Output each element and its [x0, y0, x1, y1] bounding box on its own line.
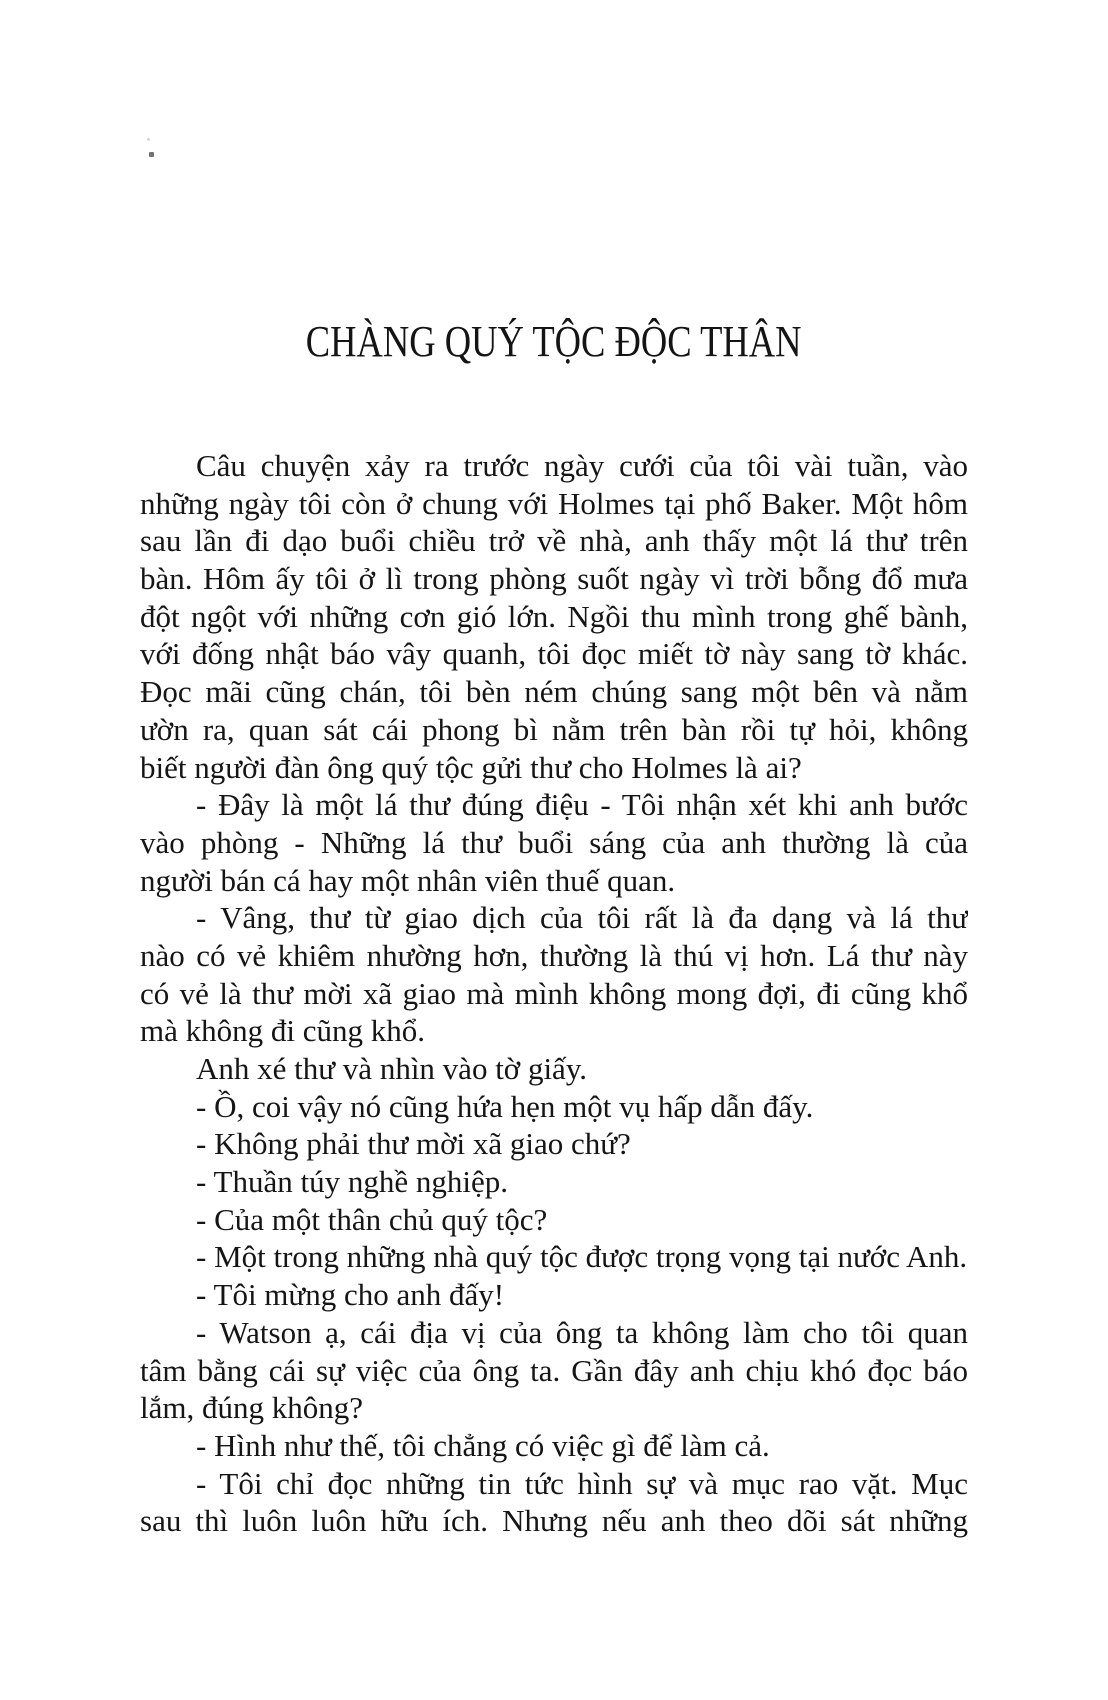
text-line: - Một trong những nhà quý tộc được trọng vọng tại nước Anh. [196, 1239, 968, 1275]
text-line: ườn ra, quan sát cái phong bì nằm trên bàn rồi tự hỏi, không [140, 711, 968, 747]
text-line: - Vâng, thư từ giao dịch của tôi rất là đa dạng và lá thư [196, 900, 968, 936]
text-line: sau thì luôn luôn hữu ích. Nhưng nếu anh theo dõi sát những [140, 1503, 968, 1539]
chapter-title [0, 318, 1108, 366]
text-line: mà không đi cũng khổ. [140, 1013, 425, 1049]
text-line: bàn. Hôm ấy tôi ở lì trong phòng suốt ngày vì trời bỗng đổ mưa [140, 561, 968, 597]
paragraph [140, 1427, 968, 1465]
text-line: tâm bằng cái sự việc của ông ta. Gần đây anh chịu khó đọc báo [140, 1352, 968, 1388]
paragraph [140, 1088, 968, 1126]
scan-speck [149, 152, 154, 157]
paragraph [140, 1050, 968, 1088]
text-line: - Watson ạ, cái địa vị của ông ta không làm cho tôi quan [196, 1314, 968, 1350]
paragraph [140, 1125, 968, 1163]
text-line: lắm, đúng không? [140, 1390, 363, 1426]
paragraph [140, 786, 968, 899]
paragraph [140, 1201, 968, 1239]
text-line: Anh xé thư và nhìn vào tờ giấy. [196, 1051, 588, 1086]
page-body [140, 447, 968, 1540]
paragraph [140, 447, 968, 786]
text-line: nào có vẻ khiêm nhường hơn, thường là thú vị hơn. Lá thư này [140, 937, 968, 973]
text-line: - Tôi mừng cho anh đấy! [196, 1277, 505, 1313]
text-line: - Không phải thư mời xã giao chứ? [196, 1126, 631, 1162]
text-line: - Tôi chỉ đọc những tin tức hình sự và mục rao vặt. Mục [196, 1465, 968, 1501]
text-line: những ngày tôi còn ở chung với Holmes tại phố Baker. Một hôm [140, 485, 968, 521]
text-line: đột ngột với những cơn gió lớn. Ngồi thu mình trong ghế bành, [140, 598, 968, 634]
text-line: Đọc mãi cũng chán, tôi bèn ném chúng sang một bên và nằm [140, 674, 968, 710]
paragraph [140, 1238, 968, 1276]
paragraph [140, 899, 968, 1050]
text-line: với đống nhật báo vây quanh, tôi đọc miết tờ này sang tờ khác. [140, 636, 968, 672]
text-line: Câu chuyện xảy ra trước ngày cưới của tôi vài tuần, vào [196, 448, 968, 483]
text-line: - Hình như thế, tôi chẳng có việc gì để làm cả. [196, 1427, 770, 1463]
text-line: vào phòng - Những lá thư buổi sáng của anh thường là của [140, 824, 968, 860]
text-line: - Đây là một lá thư đúng điệu - Tôi nhận xét khi anh bước [196, 787, 968, 823]
text-line: người bán cá hay một nhân viên thuế quan. [140, 862, 676, 898]
text-line: sau lần đi dạo buổi chiều trở về nhà, anh thấy một lá thư trên [140, 523, 968, 559]
text-line: - Thuần túy nghề nghiệp. [196, 1164, 508, 1200]
text-line: biết người đàn ông quý tộc gửi thư cho Holmes là ai? [140, 749, 802, 785]
text-line: - Của một thân chủ quý tộc? [196, 1201, 548, 1237]
text-line: - Ồ, coi vậy nó cũng hứa hẹn một vụ hấp dẫn đấy. [196, 1088, 814, 1124]
paragraph [140, 1314, 968, 1427]
paragraph [140, 1163, 968, 1201]
chapter-title-text: CHÀNG QUÝ TỘC ĐỘC THÂN [306, 317, 802, 366]
paragraph [140, 1276, 968, 1314]
text-line: có vẻ là thư mời xã giao mà mình không mong đợi, đi cũng khổ [140, 975, 968, 1011]
scan-speck-faint [147, 138, 150, 141]
paragraph [140, 1465, 968, 1540]
